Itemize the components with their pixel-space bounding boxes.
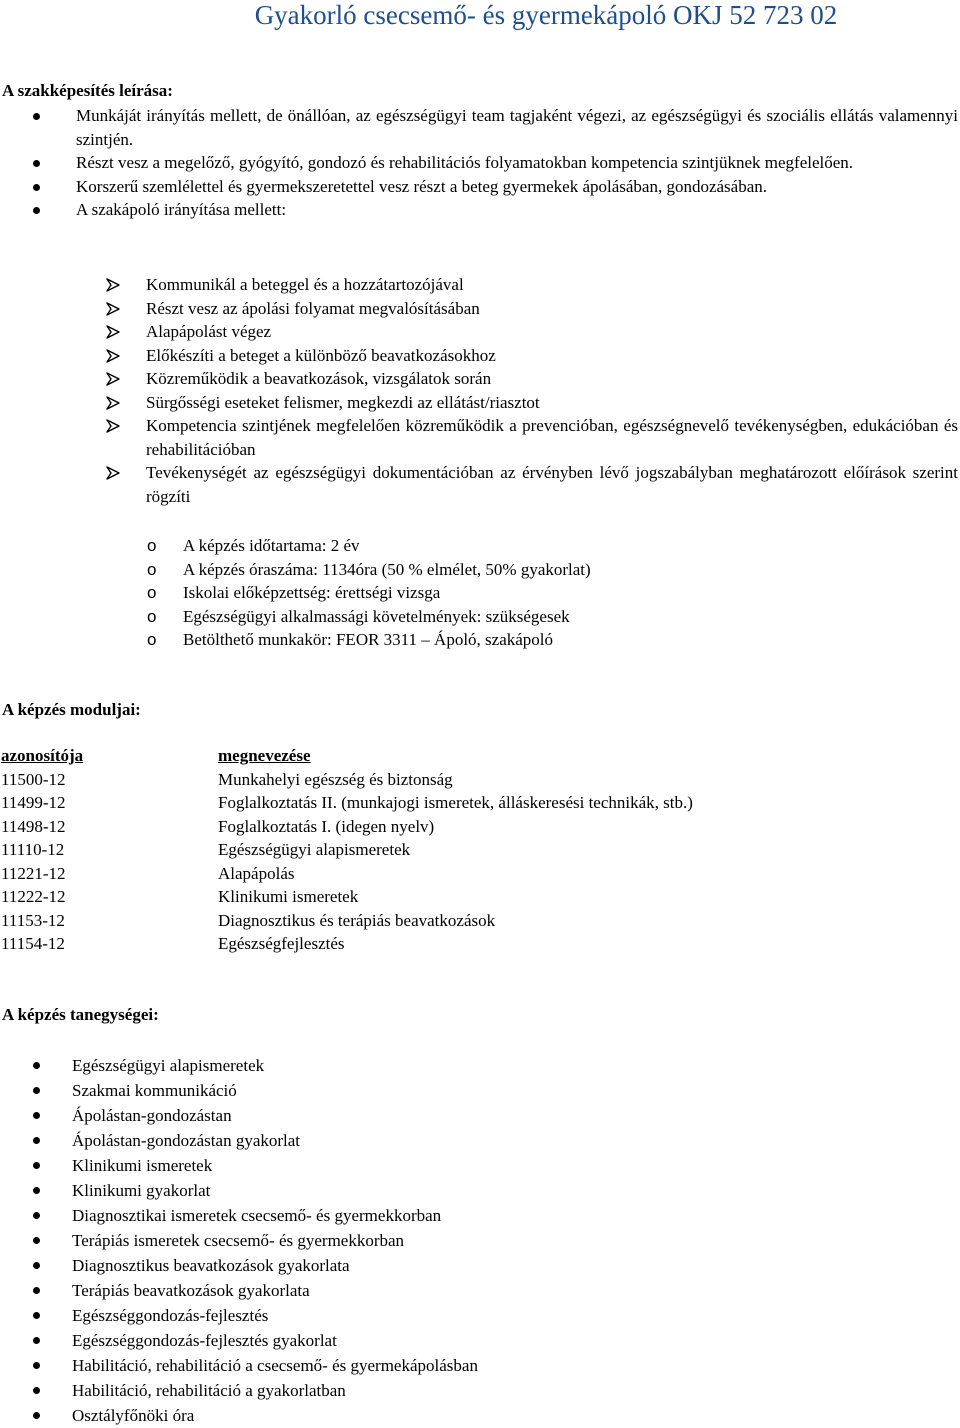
list-item: o A képzés időtartama: 2 év xyxy=(0,534,958,558)
list-item: Közreműködik a beavatkozások, vizsgálatok során xyxy=(0,367,958,391)
bullet-dot-icon xyxy=(33,1087,40,1094)
module-name: Egészségfejlesztés xyxy=(218,934,345,953)
bullet-dot-icon xyxy=(33,1062,40,1069)
bullet-dot-icon xyxy=(33,207,40,214)
bullet-dot-icon xyxy=(33,1387,40,1394)
list-item: Előkészíti a beteget a különböző beavatkozásokhoz xyxy=(0,344,958,368)
list-item: Alapápolást végez xyxy=(0,320,958,344)
table-row xyxy=(1,768,693,792)
list-item: Munkáját irányítás mellett, de önállóan, az egészségügyi team tagjaként végezi, az egészségügyi és szociális ellátás valamennyi szintjén. xyxy=(0,104,958,151)
arrowhead-icon xyxy=(106,372,120,386)
bullet-dot-icon xyxy=(33,160,40,167)
circle-marker-icon: o xyxy=(147,630,157,649)
circle-marker-icon: o xyxy=(147,583,157,602)
table-row xyxy=(1,815,693,839)
table-row xyxy=(1,791,693,815)
bullet-dot-icon xyxy=(33,1287,40,1294)
modules-heading: A képzés moduljai: xyxy=(2,700,141,719)
module-name: Foglalkoztatás I. (idegen nyelv) xyxy=(218,816,435,836)
description-list xyxy=(0,104,958,222)
list-item: o Egészségügyi alkalmassági követelmények: szükségesek xyxy=(0,605,958,629)
bullet-dot-icon xyxy=(33,1237,40,1244)
module-id: 11221-12 xyxy=(1,863,66,883)
list-item: Egészséggondozás-fejlesztés gyakorlat xyxy=(0,1328,958,1353)
arrowhead-icon xyxy=(106,419,120,433)
module-id: 11499-12 xyxy=(1,793,66,812)
table-row xyxy=(1,838,693,862)
units-heading: A képzés tanegységei: xyxy=(2,1005,159,1024)
list-item: Osztályfőnöki óra xyxy=(0,1403,958,1428)
circle-marker-icon: o xyxy=(147,536,157,555)
list-item: Korszerű szemlélettel és gyermekszeretettel vesz részt a beteg gyermekek ápolásában, gondozásában. xyxy=(0,175,958,199)
modules-table xyxy=(1,744,693,956)
bullet-dot-icon xyxy=(33,1112,40,1119)
module-name: Klinikumi ismeretek xyxy=(218,887,359,906)
bullet-dot-icon xyxy=(33,1212,40,1219)
list-item: Diagnosztikus beavatkozások gyakorlata xyxy=(0,1253,958,1278)
list-item: o A képzés óraszáma: 1134óra (50 % elmélet, 50% gyakorlat) xyxy=(0,558,958,582)
list-item: Terápiás ismeretek csecsemő- és gyermekkorban xyxy=(0,1228,958,1253)
column-header-id: azonosítója xyxy=(1,746,84,765)
table-header-row xyxy=(1,744,693,768)
list-item: Diagnosztikai ismeretek csecsemő- és gyermekkorban xyxy=(0,1203,958,1228)
column-header-name: megnevezése xyxy=(218,746,311,765)
table-row xyxy=(1,932,693,956)
table-row xyxy=(1,862,693,886)
bullet-dot-icon xyxy=(33,1187,40,1194)
table-row xyxy=(1,909,693,933)
module-name: Egészségügyi alapismeretek xyxy=(218,840,411,859)
arrowhead-icon xyxy=(106,349,120,363)
list-item: Kommunikál a beteggel és a hozzátartozójával xyxy=(0,273,958,297)
module-id: 11153-12 xyxy=(1,910,65,930)
list-item: Részt vesz a megelőző, gyógyító, gondozó és rehabilitációs folyamatokban kompetencia szintjüknek megfelelően. xyxy=(0,151,958,175)
list-item: Ápolástan-gondozástan xyxy=(0,1103,958,1128)
list-item: Egészséggondozás-fejlesztés xyxy=(0,1303,958,1328)
description-heading: A szakképesítés leírása: xyxy=(2,81,173,100)
arrowhead-icon xyxy=(106,302,120,316)
module-name: Alapápolás xyxy=(218,863,295,883)
list-item: Terápiás beavatkozások gyakorlata xyxy=(0,1278,958,1303)
module-name: Diagnosztikus és terápiás beavatkozások xyxy=(218,910,496,930)
bullet-dot-icon xyxy=(33,1137,40,1144)
bullet-dot-icon xyxy=(33,1262,40,1269)
bullet-dot-icon xyxy=(33,1337,40,1344)
page-title: Gyakorló csecsemő- és gyermekápoló OKJ 52 723 02 xyxy=(254,0,838,30)
arrowhead-icon xyxy=(106,466,120,480)
list-item: Részt vesz az ápolási folyamat megvalósításában xyxy=(0,297,958,321)
arrowhead-icon xyxy=(106,325,120,339)
module-id: 11500-12 xyxy=(1,769,66,789)
list-item: Habilitáció, rehabilitáció a csecsemő- és gyermekápolásban xyxy=(0,1353,958,1378)
list-item: o Iskolai előképzettség: érettségi vizsga xyxy=(0,581,958,605)
module-name: Foglalkoztatás II. (munkajogi ismeretek, álláskeresési technikák, stb.) xyxy=(218,793,693,812)
bullet-dot-icon xyxy=(33,1312,40,1319)
arrowhead-icon xyxy=(106,396,120,410)
bullet-dot-icon xyxy=(33,1412,40,1419)
list-item: Sürgősségi eseteket felismer, megkezdi az ellátást/riasztot xyxy=(0,391,958,415)
module-id: 11154-12 xyxy=(1,934,65,953)
task-list xyxy=(0,273,958,508)
list-item: o Betölthető munkakör: FEOR 3311 – Ápoló, szakápoló xyxy=(0,628,958,652)
module-id: 11222-12 xyxy=(1,887,66,906)
table-row xyxy=(1,885,693,909)
list-item: Egészségügyi alapismeretek xyxy=(0,1053,958,1078)
arrowhead-icon xyxy=(106,278,120,292)
list-item: Tevékenységét az egészségügyi dokumentációban az érvényben lévő jogszabályban meghatározott előírások szerint rögzíti xyxy=(0,461,958,508)
module-name: Munkahelyi egészség és biztonság xyxy=(218,769,453,789)
list-item: Klinikumi gyakorlat xyxy=(0,1178,958,1203)
circle-marker-icon: o xyxy=(147,559,157,579)
bullet-dot-icon xyxy=(33,1362,40,1369)
list-item: Klinikumi ismeretek xyxy=(0,1153,958,1178)
circle-marker-icon: o xyxy=(147,606,157,626)
module-id: 11498-12 xyxy=(1,816,66,836)
bullet-dot-icon xyxy=(33,1162,40,1169)
list-item: Szakmai kommunikáció xyxy=(0,1078,958,1103)
bullet-dot-icon xyxy=(33,184,40,191)
list-item: Kompetencia szintjének megfelelően közreműködik a prevencióban, egészségnevelő tevékenységben, edukációban és rehabilitációban xyxy=(0,414,958,461)
list-item: Ápolástan-gondozástan gyakorlat xyxy=(0,1128,958,1153)
training-facts-list xyxy=(0,534,958,652)
list-item: Habilitáció, rehabilitáció a gyakorlatban xyxy=(0,1378,958,1403)
bullet-dot-icon xyxy=(33,113,40,120)
list-item: A szakápoló irányítása mellett: xyxy=(0,198,958,222)
units-list xyxy=(0,1053,958,1428)
module-id: 11110-12 xyxy=(1,840,65,859)
